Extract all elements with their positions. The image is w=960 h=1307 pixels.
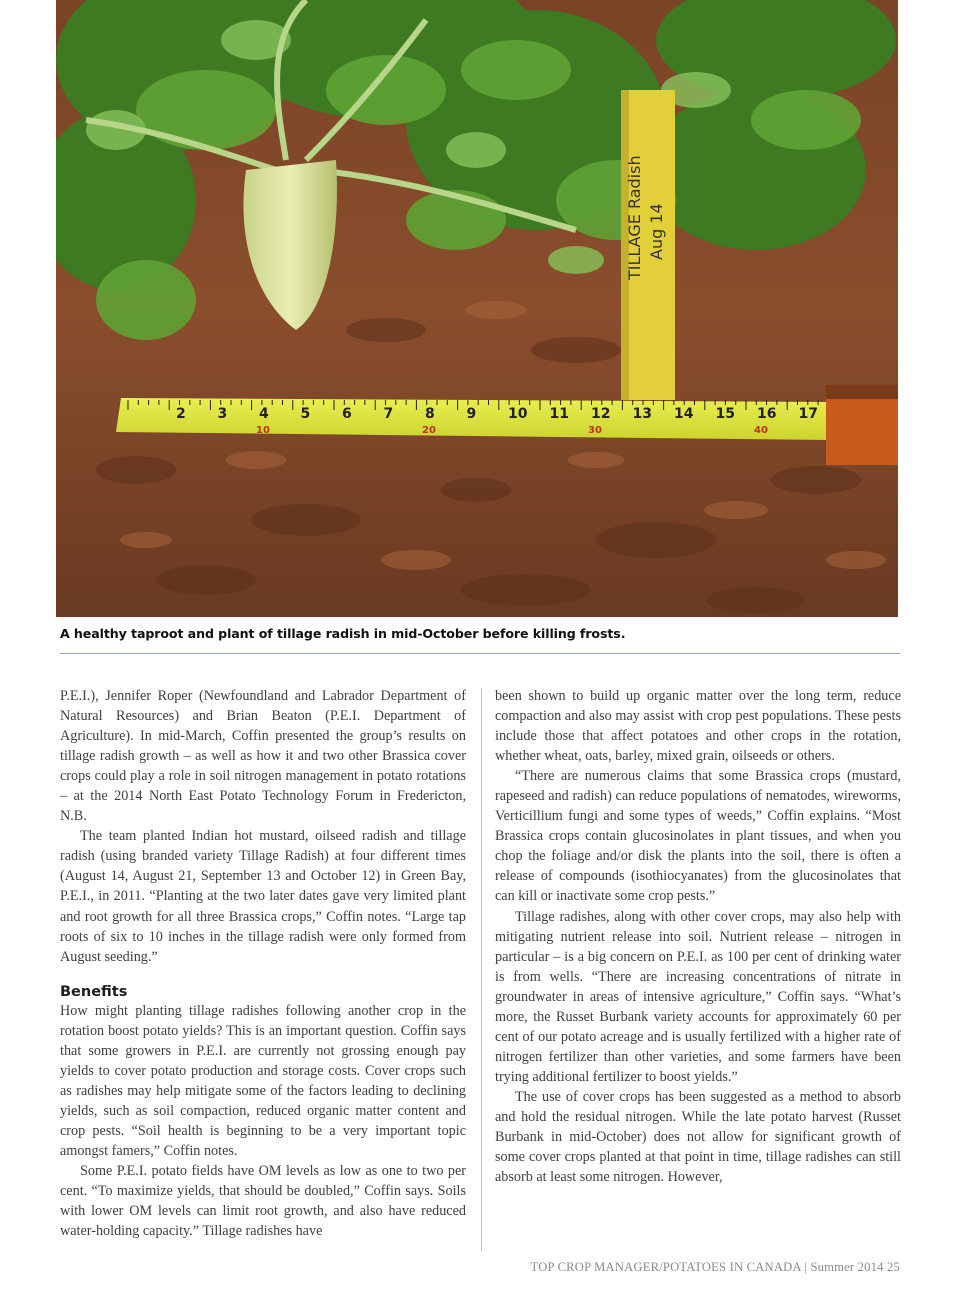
tape-number: 16: [757, 406, 777, 422]
tape-number: 15: [715, 406, 735, 422]
article-column-left: [60, 686, 466, 1241]
caption-divider: [60, 653, 900, 654]
tape-number: 2: [176, 406, 186, 422]
paragraph: “There are numerous claims that some Brassica crops (mustard, rapeseed and radish) can reduce populations of nematodes, wireworms, Verticillium fungi and some types of weeds,” Coffin explains. “Most Brassica crops contain glucosinolates in plant tissues, and when you chop the foliage and/or disk the plants into the soil, there is often a release of compounds (isothiocyanates) from the glucosinolates that can kill or inactivate some crop pests.”: [495, 768, 901, 905]
tape-number: 3: [217, 406, 228, 422]
page-footer: TOP CROP MANAGER/POTATOES IN CANADA | Summer 2014 25: [530, 1260, 900, 1274]
paragraph: P.E.I.), Jennifer Roper (Newfoundland and Labrador Department of Natural Resources) and Brian Beaton (P.E.I. Department of Agriculture). In mid-March, Coffin presented the group’s results on tillage radish growth – as well as how it and two other Brassica cover crops could play a role in soil nitrogen management in potato rotations – at the 2014 North East Potato Technology Forum in Fredericton, N.B.: [60, 688, 466, 825]
tape-small-number: 30: [588, 425, 602, 436]
column-divider: [481, 688, 482, 1251]
article-column-right: [495, 686, 901, 1187]
paragraph: The use of cover crops has been suggested as a method to absorb and hold the residual nitrogen. While the late potato harvest (Russet Burbank in mid-October) does not allow for significant growth of some cover crops planted at that point in time, tillage radishes can still absorb at least some nitrogen. However,: [495, 1088, 901, 1186]
paragraph: Some P.E.I. potato fields have OM levels as low as one to two per cent. “To maximize yields, that should be doubled,” Coffin says. Soils with lower OM levels can limit root growth, and also have reduced water-holding capacity.” Tillage radishes have: [60, 1163, 466, 1240]
paragraph: been shown to build up organic matter over the long term, reduce compaction and also may assist with crop pest populations. These pests include those that affect potatoes and other crops in the rotation, whether wheat, oats, barley, mixed grain, oilseeds or others.: [495, 688, 901, 765]
tape-number: 11: [549, 406, 569, 422]
tape-number: 9: [466, 406, 477, 422]
tape-number: 17: [798, 406, 818, 422]
radish-photo: [56, 0, 898, 617]
tape-number: 14: [674, 406, 694, 422]
tape-number: 13: [632, 406, 652, 422]
tape-number: 6: [342, 406, 352, 422]
tape-small-number: 40: [754, 425, 768, 436]
paragraph: Tillage radishes, along with other cover crops, may also help with mitigating nutrient release into soil. Nutrient release – nitrogen in particular – is a big concern on P.E.I. as 100 per cent of drinking water is from wells. “There are increasing concentrations of nitrate in groundwater in areas of intensive agriculture,” Coffin says. “What’s more, the Russet Burbank variety accounts for approximately 60 per cent of our potato acreage and is usually fertilized with a higher rate of nitrogen fertilizer than other varieties, and some farmers have been trying additional fertilizer to boost yields.”: [495, 908, 901, 1085]
paragraph: The team planted Indian hot mustard, oilseed radish and tillage radish (using branded variety Tillage Radish) at four different times (August 14, August 21, September 13 and October 12) in Green Bay, P.E.I., in 2011. “Planting at the two later dates gave very limited plant and root growth for all three Brassica crops,” Coffin notes. “Large tap roots of six to 10 inches in the tillage radish were only formed from August seeding.”: [60, 828, 466, 965]
tape-small-number: 20: [422, 425, 436, 436]
stake-label-line2: Aug 14: [647, 203, 666, 260]
paragraph: How might planting tillage radishes following another crop in the rotation boost potato yields? This is an important question. Coffin says that some growers in P.E.I. are currently not grossing enough pay yields to cover potato production and storage costs. Cover crops such as radishes may help mitigate some of the factors leading to declining yields, such as soil compaction, reduced organic matter content and crop pests. “Soil health is beginning to be a very important topic amongst famers,” Coffin notes.: [60, 1002, 466, 1159]
tape-number: 4: [259, 406, 269, 422]
tape-number: 12: [591, 406, 611, 422]
tape-small-number: 10: [256, 425, 270, 436]
tape-number: 5: [300, 406, 311, 422]
stake-label-line1: TILLAGE Radish: [625, 155, 644, 280]
tape-number: 10: [508, 406, 528, 422]
tape-number: 8: [425, 406, 435, 422]
tape-number: 7: [383, 406, 394, 422]
photo-caption: A healthy taproot and plant of tillage radish in mid-October before killing frosts.: [60, 626, 626, 641]
section-heading: Benefits: [60, 983, 128, 1000]
